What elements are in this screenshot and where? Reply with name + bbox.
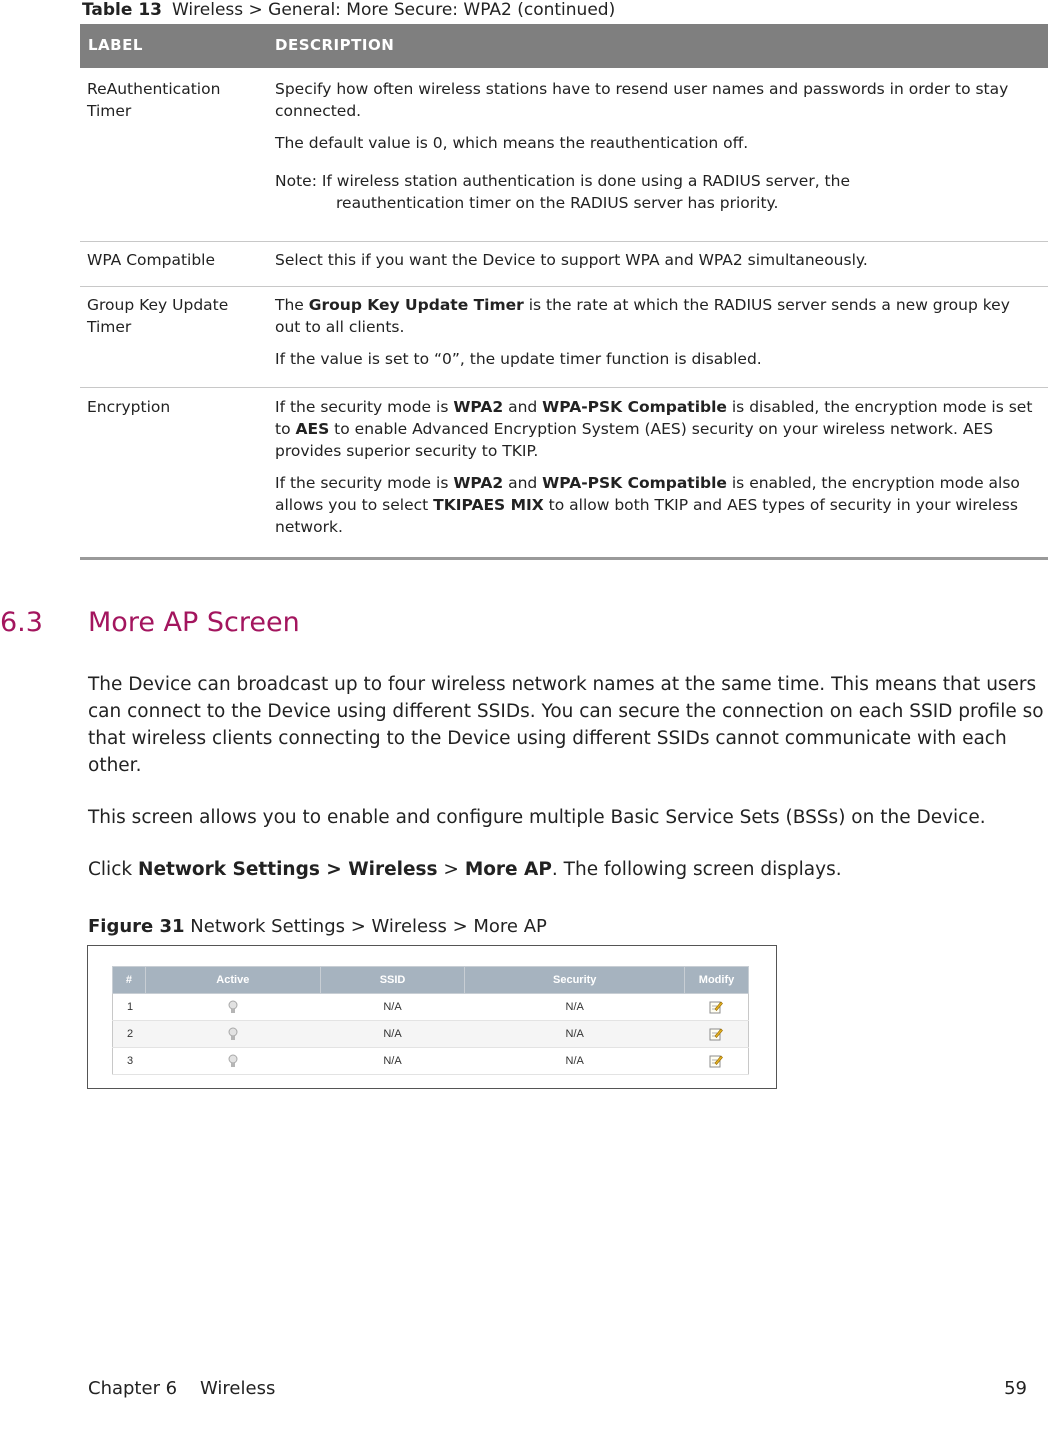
- figure-caption: [88, 916, 547, 937]
- note-text-cont: reauthentication timer on the RADIUS server has priority.: [336, 194, 779, 212]
- footer-chapter: Chapter 6 Wireless: [88, 1378, 276, 1399]
- security-cell: N/A: [465, 1048, 685, 1075]
- more-ap-table: [112, 966, 749, 1075]
- row-number: 3: [113, 1048, 146, 1075]
- col-description: DESCRIPTION: [275, 36, 395, 54]
- row-label: WPA Compatible: [87, 251, 216, 269]
- table-caption: [82, 0, 615, 20]
- desc-text: If the security mode is WPA2 and WPA-PSK Compatible is disabled, the encryption mode is set to AES to enable Advanced Encryption System (AES) security on your wireless network. AES provides superior security to TKIP.: [275, 398, 1033, 460]
- table-row: [80, 78, 1048, 242]
- col-label: LABEL: [88, 36, 143, 54]
- table-row: [113, 994, 749, 1021]
- table-row: [113, 1021, 749, 1048]
- row-number: 1: [113, 994, 146, 1021]
- security-cell: N/A: [465, 994, 685, 1021]
- section-title: More AP Screen: [88, 607, 300, 638]
- desc-text: The default value is 0, which means the reauthentication off.: [275, 134, 749, 152]
- table-header: [80, 24, 1048, 68]
- desc-text: If the value is set to “0”, the update timer function is disabled.: [275, 350, 762, 368]
- security-cell: N/A: [465, 1021, 685, 1048]
- col-security: Security: [465, 967, 685, 994]
- table-number: Table 13: [82, 0, 162, 20]
- table-row: [113, 1048, 749, 1075]
- edit-icon[interactable]: [709, 1000, 723, 1014]
- body-paragraph: The Device can broadcast up to four wireless network names at the same time. This means that users can connect to the Device using different SSIDs. You can secure the connection on each SSID profile so that wireless clients connecting to the Device using different SSIDs cannot communicate with each other.: [88, 674, 1044, 776]
- col-ssid: SSID: [320, 967, 465, 994]
- desc-text: Specify how often wireless stations have to resend user names and passwords in order to stay connected.: [275, 80, 1009, 120]
- footer-page-number: 59: [1004, 1378, 1027, 1399]
- body-paragraph: Click Network Settings > Wireless > More AP. The following screen displays.: [88, 859, 842, 880]
- table-row: [80, 294, 1048, 388]
- figure-title: Network Settings > Wireless > More AP: [184, 916, 547, 937]
- row-description: [275, 294, 1040, 380]
- body-paragraph: This screen allows you to enable and configure multiple Basic Service Sets (BSSs) on the Device.: [88, 807, 986, 828]
- edit-icon[interactable]: [709, 1027, 723, 1041]
- table-row: [80, 249, 1048, 287]
- row-description: Select this if you want the Device to support WPA and WPA2 simultaneously.: [275, 251, 868, 269]
- ssid-cell: N/A: [320, 1048, 465, 1075]
- table-row: [80, 396, 1048, 560]
- table-title: Wireless > General: More Secure: WPA2 (continued): [171, 0, 616, 20]
- modify-cell: [685, 994, 749, 1021]
- table-header-row: [113, 967, 749, 994]
- desc-text: The Group Key Update Timer is the rate at which the RADIUS server sends a new group key out to all clients.: [275, 296, 1010, 336]
- inactive-bulb-icon: [228, 1027, 238, 1041]
- row-label: Encryption: [87, 398, 171, 416]
- section-number: 6.3: [0, 607, 43, 638]
- active-cell: [145, 1048, 320, 1075]
- col-number: #: [113, 967, 146, 994]
- desc-text: If the security mode is WPA2 and WPA-PSK Compatible is enabled, the encryption mode also allows you to select TKIPAES MIX to allow both TKIP and AES types of security in your wireless network.: [275, 474, 1020, 536]
- ssid-cell: N/A: [320, 994, 465, 1021]
- col-modify: Modify: [685, 967, 749, 994]
- note-text: Note: If wireless station authentication is done using a RADIUS server, the: [275, 172, 850, 190]
- inactive-bulb-icon: [228, 1000, 238, 1014]
- modify-cell: [685, 1021, 749, 1048]
- row-label: Group Key Update Timer: [87, 296, 229, 336]
- active-cell: [145, 1021, 320, 1048]
- modify-cell: [685, 1048, 749, 1075]
- inactive-bulb-icon: [228, 1054, 238, 1068]
- row-label: ReAuthentication Timer: [87, 80, 221, 120]
- note: [275, 170, 1040, 214]
- row-description: [275, 78, 1040, 214]
- ssid-cell: N/A: [320, 1021, 465, 1048]
- figure-number: Figure 31: [88, 916, 185, 937]
- row-description: [275, 396, 1040, 548]
- col-active: Active: [145, 967, 320, 994]
- row-number: 2: [113, 1021, 146, 1048]
- figure-screenshot: [87, 945, 777, 1089]
- active-cell: [145, 994, 320, 1021]
- edit-icon[interactable]: [709, 1054, 723, 1068]
